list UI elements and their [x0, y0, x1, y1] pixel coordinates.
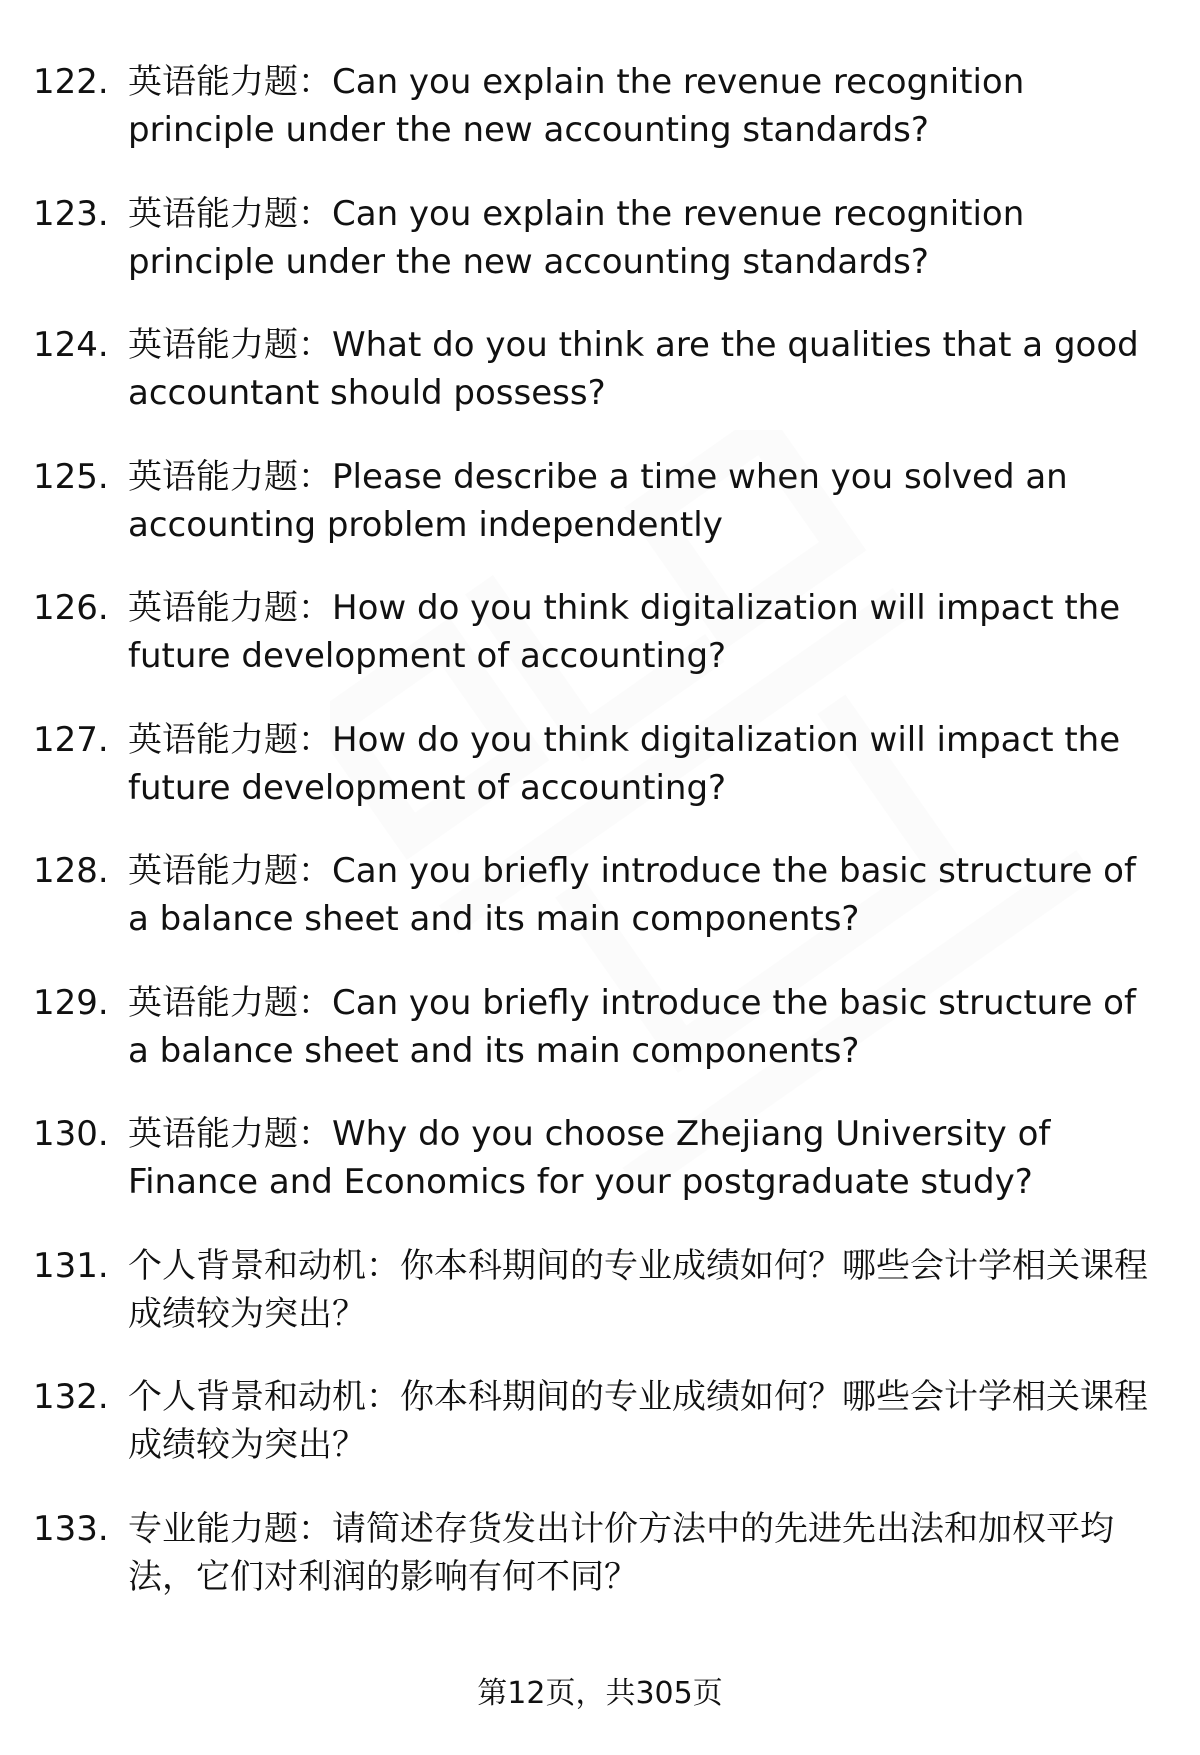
- list-item: [0, 1110, 1200, 1242]
- question-number: 127.: [33, 719, 109, 760]
- question-text: 英语能力题：How do you think digitalization will impact the future development of accounting?: [128, 588, 1121, 676]
- question-number: 128.: [33, 851, 109, 891]
- question-text: 专业能力题：请简述存货发出计价方法中的先进先出法和加权平均法，它们对利润的影响有何不同？: [128, 1508, 1114, 1597]
- question-text: 个人背景和动机：你本科期间的专业成绩如何？哪些会计学相关课程成绩较为突出？: [128, 1377, 1148, 1465]
- question-text: 英语能力题：Can you explain the revenue recognition principle under the new accounting standards?: [128, 193, 1025, 282]
- question-text: 英语能力题：Can you briefly introduce the basic structure of a balance sheet and its main components?: [128, 982, 1136, 1071]
- question-text: 英语能力题：Can you briefly introduce the basic structure of a balance sheet and its main components?: [128, 851, 1136, 939]
- question-text: 英语能力题：How do you think digitalization will impact the future development of accounting?: [128, 719, 1121, 808]
- list-item: [0, 1242, 1200, 1374]
- question-number: 126.: [33, 588, 109, 628]
- question-number: 122.: [33, 62, 109, 102]
- question-text: 英语能力题：What do you think are the qualities that a good accountant should possess?: [128, 325, 1139, 413]
- list-item: [0, 716, 1200, 848]
- list-item: [0, 453, 1200, 585]
- list-item: [0, 321, 1200, 453]
- question-number: 131.: [33, 1245, 109, 1286]
- list-item: [0, 1373, 1200, 1505]
- list-item: [0, 979, 1200, 1111]
- question-text: 英语能力题：Please describe a time when you solved an accounting problem independently: [128, 456, 1068, 545]
- question-number: 129.: [33, 982, 109, 1023]
- question-number: 125.: [33, 456, 109, 497]
- list-item: [0, 584, 1200, 716]
- question-number: 124.: [33, 325, 109, 365]
- question-number: 132.: [33, 1377, 109, 1417]
- question-text: 英语能力题：Why do you choose Zhejiang University of Finance and Economics for your postgraduate study?: [128, 1114, 1051, 1202]
- list-item: [0, 847, 1200, 979]
- question-number: 133.: [33, 1508, 109, 1549]
- list-item: [0, 58, 1200, 190]
- question-number: 130.: [33, 1114, 109, 1154]
- question-text: 个人背景和动机：你本科期间的专业成绩如何？哪些会计学相关课程成绩较为突出？: [128, 1245, 1148, 1334]
- list-item: [0, 1505, 1200, 1637]
- list-item: [0, 190, 1200, 322]
- question-text: 英语能力题：Can you explain the revenue recognition principle under the new accounting standards?: [128, 62, 1025, 150]
- page-footer: 第12页，共305页: [477, 1676, 723, 1711]
- question-list: [0, 58, 1200, 1636]
- question-number: 123.: [33, 193, 109, 234]
